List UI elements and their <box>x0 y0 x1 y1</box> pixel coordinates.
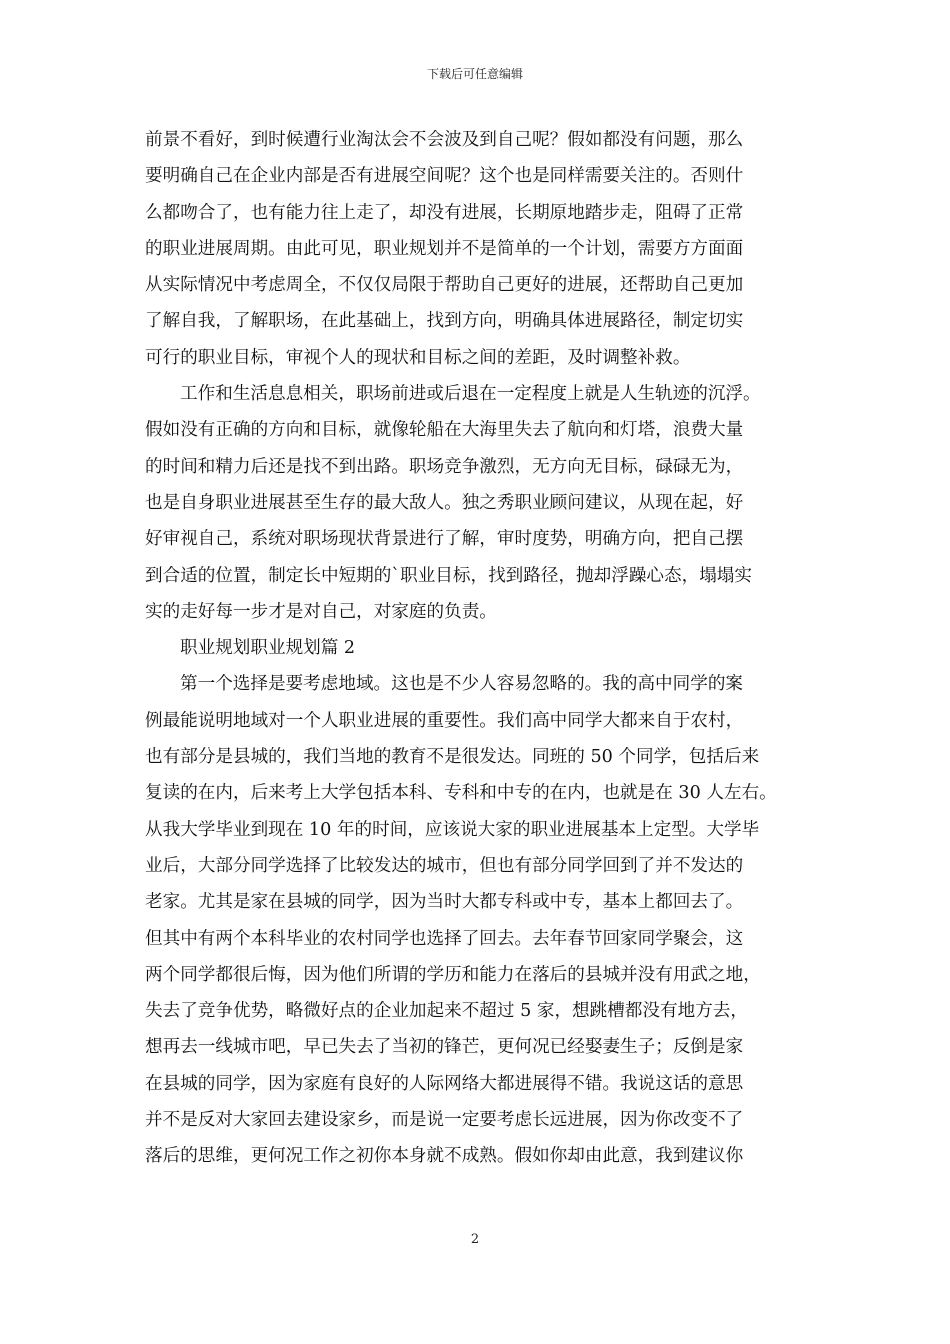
text-line: 失去了竞争优势，略微好点的企业加起来不超过 5 家，想跳槽都没有地方去， <box>145 1001 748 1022</box>
text-line: 前景不看好，到时候遭行业淘汰会不会波及到自己呢？假如都没有问题，那么 <box>145 130 744 150</box>
text-line: 例最能说明地域对一个人职业进展的重要性。我们高中同学大都来自于农村， <box>145 710 744 731</box>
body-text <box>145 122 810 1175</box>
page-header: 下载后可任意编辑 <box>426 67 523 81</box>
text-line: 也是自身职业进展甚至生存的最大敌人。独之秀职业顾问建议，从现在起，好 <box>145 492 744 513</box>
text-line: 但其中有两个本科毕业的农村同学也选择了回去。去年春节回家同学聚会，这 <box>145 928 744 949</box>
text-line: 了解自我，了解职场，在此基础上，找到方向，明确具体进展路径，制定切实 <box>145 311 744 332</box>
text-line: 落后的思维，更何况工作之初你本身就不成熟。假如你却由此意，我到建议你 <box>145 1146 744 1167</box>
text-line: 也有部分是县城的，我们当地的教育不是很发达。同班的 50 个同学，包括后来 <box>145 747 760 768</box>
text-line: 复读的在内，后来考上大学包括本科、专科和中专的在内，也就是在 30 人左右。 <box>145 783 777 804</box>
section-heading: 职业规划职业规划篇 2 <box>180 638 356 659</box>
paragraph-start-line: 第一个选择是要考虑地域。这也是不少人容易忽略的。我的高中同学的案 <box>180 674 744 695</box>
paragraph-start-line: 工作和生活息息相关，职场前进或后退在一定程度上就是人生轨迹的沉浮。 <box>180 384 761 405</box>
text-line: 么都吻合了，也有能力往上走了，却没有进展，长期原地踏步走，阻碍了正常 <box>145 202 744 223</box>
text-line: 老家。尤其是家在县城的同学，因为当时大都专科或中专，基本上都回去了。 <box>145 892 744 913</box>
text-line: 并不是反对大家回去建设家乡，而是说一定要考虑长远进展，因为你改变不了 <box>145 1110 744 1131</box>
text-line: 可行的职业目标，审视个人的现状和目标之间的差距，及时调整补救。 <box>145 347 691 368</box>
page-number: 2 <box>470 1232 480 1247</box>
text-line: 在县城的同学，因为家庭有良好的人际网络大都进展得不错。我说这话的意思 <box>145 1073 744 1094</box>
text-line: 到合适的位置，制定长中短期的`职业目标，找到路径，抛却浮躁心态，塌塌实 <box>145 565 752 586</box>
text-line: 两个同学都很后悔，因为他们所谓的学历和能力在落后的县城并没有用武之地， <box>145 964 761 985</box>
text-line: 业后，大部分同学选择了比较发达的城市，但也有部分同学回到了并不发达的 <box>145 855 744 876</box>
text-line: 想再去一线城市吧，早已失去了当初的锋芒，更何况已经娶妻生子；反倒是家 <box>145 1037 744 1058</box>
text-line: 好审视自己，系统对职场现状背景进行了解，审时度势，明确方向，把自己摆 <box>145 529 744 550</box>
text-line: 从实际情况中考虑周全，不仅仅局限于帮助自己更好的进展，还帮助自己更加 <box>145 275 744 296</box>
text-line: 要明确自己在企业内部是否有进展空间呢？这个也是同样需要关注的。否则什 <box>145 166 744 187</box>
text-line: 的职业进展周期。由此可见，职业规划并不是简单的一个计划，需要方方面面 <box>145 238 744 259</box>
text-line: 从我大学毕业到现在 10 年的时间，应该说大家的职业进展基本上定型。大学毕 <box>145 819 760 840</box>
text-line: 假如没有正确的方向和目标，就像轮船在大海里失去了航向和灯塔，浪费大量 <box>145 420 744 441</box>
text-line: 实的走好每一步才是对自己，对家庭的负责。 <box>145 601 497 622</box>
text-line: 的时间和精力后还是找不到出路。职场竞争激烈，无方向无目标，碌碌无为， <box>145 456 744 477</box>
